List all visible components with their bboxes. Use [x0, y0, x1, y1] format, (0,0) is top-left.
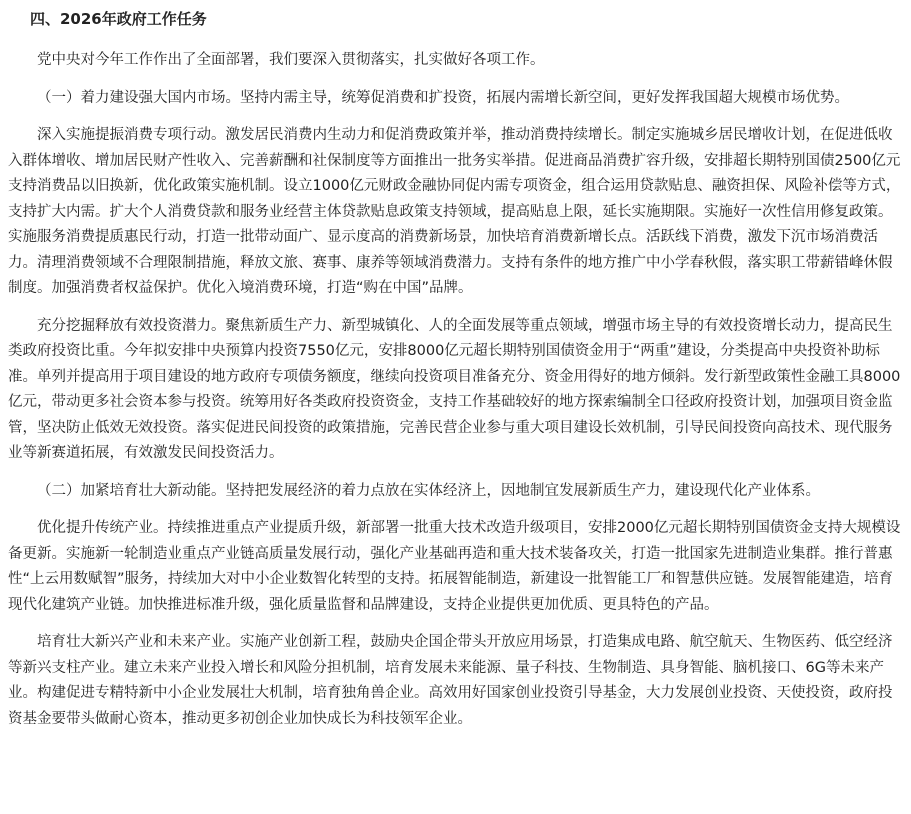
paragraph-consumption: 深入实施提振消费专项行动。激发居民消费内生动力和促消费政策并举，推动消费持续增长。制定实施城乡居民增收计划，在促进低收入群体增收、增加居民财产性收入、完善薪酬和社保制度等方面推出一批务实举措。促进商品消费扩容升级，安排超长期特别国债2500亿元支持消费品以旧换新，优化政策实施机制。设立1000亿元财政金融协同促内需专项资金，组合运用贷款贴息、融资担保、风险补偿等方式，支持扩大内需。扩大个人消费贷款和服务业经营主体贷款贴息政策支持领域，提高贴息上限，延长实施期限。实施好一次性信用修复政策。实施服务消费提质惠民行动，打造一批带动面广、显示度高的消费新场景，加快培育消费新增长点。活跃线下消费，激发下沉市场消费活力。清理消费领域不合理限制措施，释放文旅、赛事、康养等领域消费潜力。支持有条件的地方推广中小学春秋假，落实职工带薪错峰休假制度。加强消费者权益保护。优化入境消费环境，打造“购在中国”品牌。: [8, 127, 901, 296]
paragraph-intro: 党中央对今年工作作出了全面部署，我们要深入贯彻落实，扎实做好各项工作。: [37, 52, 545, 68]
paragraph-emerging-industry: 培育壮大新兴产业和未来产业。实施产业创新工程，鼓励央企国企带头开放应用场景，打造集成电路、航空航天、生物医药、低空经济等新兴支柱产业。建立未来产业投入增长和风险分担机制，培育发展未来能源、量子科技、生物制造、具身智能、脑机接口、6G等未来产业。构建促进专精特新中小企业发展壮大机制，培育独角兽企业。高效用好国家创业投资引导基金，大力发展创业投资、天使投资，政府投资基金要带头做耐心资本，推动更多初创企业加快成长为科技领军企业。: [8, 634, 893, 727]
section-title: 四、2026年政府工作任务: [30, 10, 207, 28]
paragraph-item-1-heading: （一）着力建设强大国内市场。坚持内需主导，统筹促消费和扩投资，拓展内需增长新空间，更好发挥我国超大规模市场优势。: [37, 89, 849, 106]
paragraph-traditional-industry: 优化提升传统产业。持续推进重点产业提质升级，新部署一批重大技术改造升级项目，安排2000亿元超长期特别国债资金支持大规模设备更新。实施新一轮制造业重点产业链高质量发展行动，强化产业基础再造和重大技术装备攻关，打造一批国家先进制造业集群。推行普惠性“上云用数赋智”服务，持续加大对中小企业数智化转型的支持。拓展智能制造，新建设一批智能工厂和智慧供应链。发展智能建造，培育现代化建筑产业链。加快推进标准升级，强化质量监督和品牌建设，支持企业提供更加优质、更具特色的产品。: [8, 520, 901, 613]
paragraph-item-2-heading: （二）加紧培育壮大新动能。坚持把发展经济的着力点放在实体经济上，因地制宜发展新质生产力，建设现代化产业体系。: [37, 482, 820, 499]
paragraph-investment: 充分挖掘释放有效投资潜力。聚焦新质生产力、新型城镇化、人的全面发展等重点领域，增强市场主导的有效投资增长动力，提高民生类政府投资比重。今年拟安排中央预算内投资7550亿元，安排8000亿元超长期特别国债资金用于“两重”建设，分类提高中央投资补助标准。单列并提高用于项目建设的地方政府专项债务额度，继续向投资项目准备充分、资金用得好的地方倾斜。发行新型政策性金融工具8000亿元，带动更多社会资本参与投资。统筹用好各类政府投资资金，支持工作基础较好的地方探索编制全口径政府投资计划，加强项目资金监管，坚决防止低效无效投资。落实促进民间投资的政策措施，完善民营企业参与重大项目建设长效机制，引导民间投资向高技术、现代服务业等新赛道拓展，有效激发民间投资活力。: [8, 317, 901, 461]
